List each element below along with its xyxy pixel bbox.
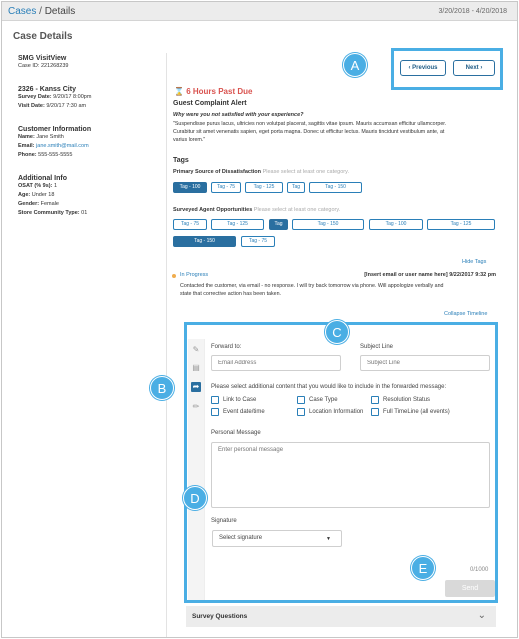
name-label: Name: bbox=[18, 134, 35, 140]
event-datetime-checkbox[interactable] bbox=[211, 408, 219, 416]
app-window bbox=[1, 1, 518, 638]
chevron-right-icon: › bbox=[480, 65, 483, 71]
primary-tag[interactable]: Tag - 150 bbox=[309, 182, 362, 193]
alert-answer-line: varius lorem." bbox=[173, 137, 206, 143]
caret-down-icon: ▼ bbox=[326, 536, 331, 542]
subject-label: Subject Line bbox=[360, 344, 394, 350]
store-name: 2326 - Kanss City bbox=[18, 86, 76, 93]
page-title: Case Details bbox=[13, 31, 73, 42]
additional-content-prompt: Please select additional content that you would like to include in the forwarded message: bbox=[211, 384, 447, 390]
primary-source-row bbox=[173, 169, 349, 175]
column-divider bbox=[166, 53, 167, 638]
date-range: 3/20/2018 - 4/20/2018 bbox=[438, 8, 507, 15]
link-to-case-label: Link to Case bbox=[223, 397, 257, 403]
signature-select[interactable] bbox=[212, 530, 342, 547]
status-label: In Progress bbox=[180, 272, 209, 278]
breadcrumb-current: Details bbox=[44, 6, 76, 17]
store-type-label: Store Community Type: bbox=[18, 210, 80, 216]
link-to-case-checkbox[interactable] bbox=[211, 396, 219, 404]
case-id-label: Case ID: bbox=[18, 63, 40, 69]
full-timeline-label: Full TimeLine (all events) bbox=[383, 409, 450, 415]
customer-heading: Customer Information bbox=[18, 126, 92, 133]
hide-tags-link[interactable]: Hide Tags bbox=[462, 259, 487, 265]
survey-date-label: Survey Date: bbox=[18, 94, 52, 100]
callout-d: D bbox=[183, 486, 207, 510]
timeline-date: 9/22/2017 bbox=[449, 272, 474, 278]
alert-answer-line: Curabitur sit amet venenatis sapien, eget porta magna. Donec ut efficitur lectus. Mauris tincidunt vestibulum ante, at bbox=[173, 129, 445, 135]
surveyed-tag[interactable]: Tag - 125 bbox=[427, 219, 495, 230]
alert-title: Guest Complaint Alert bbox=[173, 100, 247, 107]
visit-date: 9/20/17 7:30 am bbox=[46, 103, 87, 109]
additional-info bbox=[18, 175, 163, 218]
case-type-label: Case Type bbox=[309, 397, 338, 403]
primary-tag[interactable]: Tag - 75 bbox=[211, 182, 241, 193]
primary-tag[interactable]: Tag bbox=[287, 182, 305, 193]
alert-answer bbox=[173, 120, 498, 144]
past-due-alert bbox=[174, 87, 252, 96]
document-icon[interactable]: ▤ bbox=[192, 363, 200, 372]
personal-message-label: Personal Message bbox=[211, 430, 261, 436]
survey-date: 9/20/17 8:00pm bbox=[53, 94, 92, 100]
surveyed-tag[interactable]: Tag - 100 bbox=[369, 219, 423, 230]
store-info bbox=[18, 86, 163, 111]
callout-c: C bbox=[325, 320, 349, 344]
status-dot bbox=[172, 274, 176, 278]
osat-value: 1 bbox=[53, 183, 58, 189]
surveyed-tag[interactable]: Tag - 125 bbox=[211, 219, 264, 230]
alert-question: Why were you not satisfied with your experience? bbox=[173, 112, 304, 118]
resolution-status-label: Resolution Status bbox=[383, 397, 431, 403]
collapse-timeline-link[interactable]: Collapse Timeline bbox=[444, 311, 488, 317]
timeline-meta bbox=[364, 272, 496, 278]
surveyed-hint: Please select at least one category. bbox=[253, 207, 341, 213]
timeline-note-line: Contacted the customer, via email - no response. I will try back tomorrow via phone. Will appologize verbally and bbox=[180, 283, 444, 289]
tags-heading: Tags bbox=[173, 157, 189, 164]
additional-heading: Additional Info bbox=[18, 175, 67, 182]
chevron-down-icon: ⌄ bbox=[477, 610, 486, 621]
location-information-checkbox[interactable] bbox=[297, 408, 305, 416]
subject-input[interactable] bbox=[360, 355, 490, 371]
case-id: 221268239 bbox=[40, 63, 69, 69]
surveyed-row bbox=[173, 207, 340, 213]
edit-icon[interactable]: ✎ bbox=[192, 345, 200, 354]
previous-label: Previous bbox=[412, 65, 438, 71]
gender-value: Female bbox=[40, 201, 59, 207]
primary-tag[interactable]: Tag - 125 bbox=[245, 182, 283, 193]
forward-icon[interactable]: ➦ bbox=[192, 382, 200, 391]
timeline-user: [Insert email or user name here] bbox=[364, 272, 448, 278]
past-due-label: 6 Hours Past Due bbox=[186, 87, 253, 96]
callout-b: B bbox=[150, 376, 174, 400]
pencil-icon[interactable]: ✏ bbox=[192, 402, 200, 411]
primary-source-label: Primary Source of Dissatisfaction bbox=[173, 169, 262, 175]
customer-email-link[interactable]: jane.smith@mail.com bbox=[36, 143, 89, 149]
osat-label: OSAT (% 9s): bbox=[18, 183, 53, 189]
case-summary bbox=[18, 55, 163, 71]
next-button[interactable] bbox=[453, 60, 495, 76]
resolution-status-checkbox[interactable] bbox=[371, 396, 379, 404]
surveyed-tag[interactable]: Tag bbox=[269, 219, 288, 230]
event-datetime-label: Event date/time bbox=[223, 409, 265, 415]
signature-label: Signature bbox=[211, 518, 237, 524]
timeline-time: 9:32 pm bbox=[475, 272, 496, 278]
customer-phone: 555-555-5555 bbox=[38, 152, 73, 158]
callout-e: E bbox=[411, 556, 435, 580]
phone-label: Phone: bbox=[18, 152, 37, 158]
customer-name: Jane Smith bbox=[36, 134, 64, 140]
top-bar bbox=[2, 2, 517, 21]
forward-label: Forward to: bbox=[211, 344, 242, 350]
primary-tag[interactable]: Tag - 100 bbox=[173, 182, 207, 193]
previous-button[interactable] bbox=[400, 60, 446, 76]
personal-message-textarea[interactable] bbox=[211, 442, 490, 508]
case-type-checkbox[interactable] bbox=[297, 396, 305, 404]
gender-label: Gender: bbox=[18, 201, 40, 207]
breadcrumb-separator: / bbox=[36, 6, 45, 17]
next-label: Next bbox=[465, 65, 479, 71]
full-timeline-checkbox[interactable] bbox=[371, 408, 379, 416]
surveyed-label: Surveyed Agent Opportunities bbox=[173, 207, 253, 213]
survey-questions-label: Survey Questions bbox=[192, 613, 248, 620]
store-type-value: 01 bbox=[81, 210, 88, 216]
signature-value: Select signature bbox=[219, 535, 263, 541]
alert-answer-line: "Suspendisse purus lacus, ultricies non volutpat placerat, sagittis vitae ipsum. Mauris accumsan efficitur ullamcorper. bbox=[173, 121, 447, 127]
age-label: Age: bbox=[18, 192, 31, 198]
email-label: Email: bbox=[18, 143, 35, 149]
surveyed-tag[interactable]: Tag - 150 bbox=[173, 236, 236, 247]
callout-a: A bbox=[343, 53, 367, 77]
case-title: SMG VisitView bbox=[18, 55, 67, 62]
location-information-label: Location Information bbox=[309, 409, 364, 415]
timeline-note-line: state that corrective action has been taken. bbox=[180, 291, 281, 297]
customer-info bbox=[18, 126, 163, 160]
timeline-note bbox=[180, 282, 500, 298]
primary-source-hint: Please select at least one category. bbox=[262, 169, 349, 175]
surveyed-tag[interactable]: Tag - 75 bbox=[241, 236, 275, 247]
send-button[interactable]: Send bbox=[445, 580, 495, 597]
visit-date-label: Visit Date: bbox=[18, 103, 45, 109]
surveyed-tag[interactable]: Tag - 150 bbox=[292, 219, 364, 230]
surveyed-tag[interactable]: Tag - 75 bbox=[173, 219, 207, 230]
survey-questions-accordion[interactable] bbox=[186, 606, 496, 627]
breadcrumb bbox=[8, 6, 75, 17]
email-input[interactable] bbox=[211, 355, 341, 371]
breadcrumb-cases-link[interactable]: Cases bbox=[8, 6, 37, 17]
age-value: Under 18 bbox=[31, 192, 55, 198]
character-counter: 0/1000 bbox=[470, 567, 489, 573]
chevron-left-icon: ‹ bbox=[408, 65, 411, 71]
hourglass-icon: ⌛ bbox=[174, 87, 184, 96]
